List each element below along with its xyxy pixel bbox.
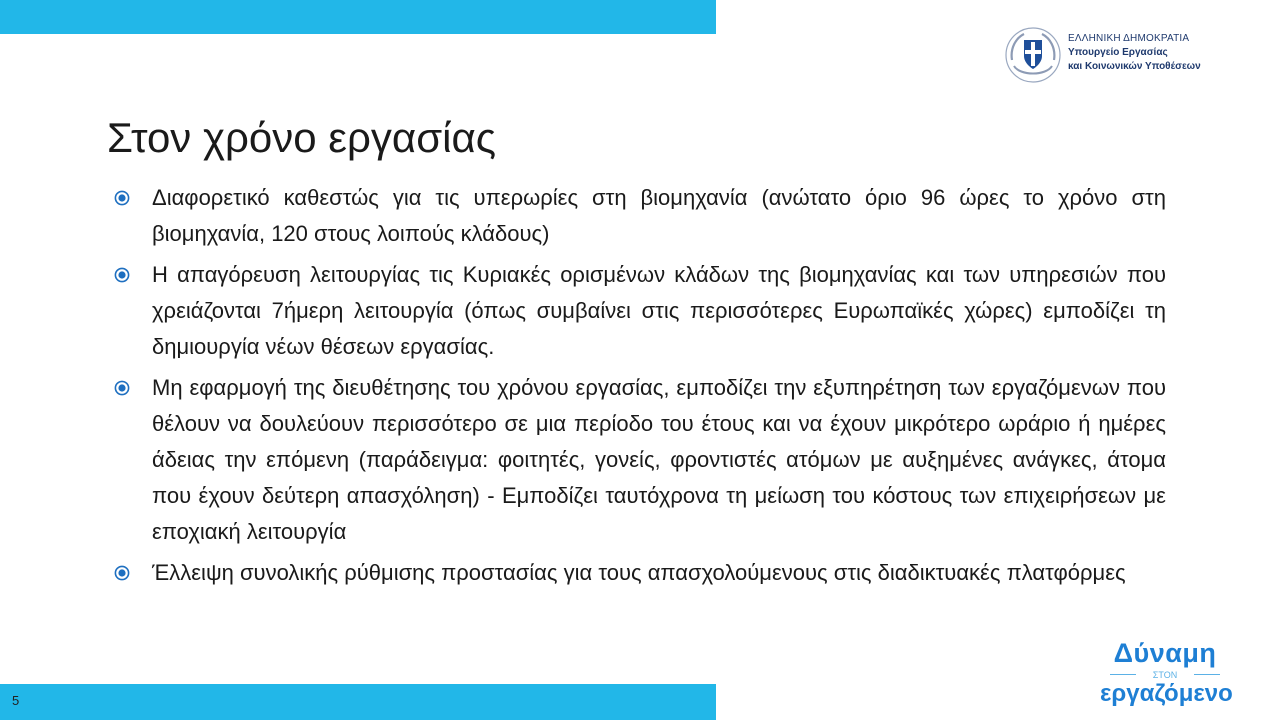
bullet-item — [110, 257, 1166, 365]
ministry-logo — [1004, 26, 1244, 84]
circle-dot-bullet-icon — [114, 267, 130, 283]
circle-dot-bullet-icon — [114, 565, 130, 581]
bullet-item — [110, 180, 1166, 252]
bottom-accent-bar — [0, 684, 716, 720]
brand-line2: ΣΤΟΝ — [1152, 670, 1178, 680]
circle-dot-bullet-icon — [114, 380, 130, 396]
bullet-item — [110, 370, 1166, 550]
ministry-name-line1: Υπουργείο Εργασίας — [1068, 47, 1168, 58]
bullet-text: Διαφορετικό καθεστώς για τις υπερωρίες στη βιομηχανία (ανώτατο όριο 96 ώρες το χρόνο στη βιομηχανία, 120 στους λοιπούς κλάδους) — [152, 185, 1166, 246]
ministry-republic-label: ΕΛΛΗΝΙΚΗ ΔΗΜΟΚΡΑΤΙΑ — [1068, 33, 1190, 44]
slide-title: Στον χρόνο εργασίας — [107, 114, 496, 161]
greek-coat-of-arms-icon — [1004, 26, 1062, 84]
bullet-list — [110, 180, 1166, 596]
bullet-text: Η απαγόρευση λειτουργίας τις Κυριακές ορισμένων κλάδων της βιομηχανίας και των υπηρεσιών που χρειάζονται 7ήμερη λειτουργία (όπως συμβαίνει στις περισσότερες Ευρωπαϊκές χώρες) εμποδίζει τη δημιουργία νέων θέσεων εργασίας. — [152, 262, 1166, 359]
bullet-text: Έλλειψη συνολικής ρύθμισης προστασίας για τους απασχολούμενους στις διαδικτυακές πλατφόρμες — [152, 560, 1126, 585]
brand-logo — [1100, 638, 1233, 712]
page-number: 5 — [12, 693, 20, 708]
brand-rule-right — [1194, 674, 1220, 675]
bullet-text: Μη εφαρμογή της διευθέτησης του χρόνου εργασίας, εμποδίζει την εξυπηρέτηση των εργαζόμενων που θέλουν να δουλεύουν περισσότερο σε μια περίοδο του έτους και να έχουν μικρότερο ωράριο ή ημέρες άδειας την επόμενη (παράδειγμα: φοιτητές, γονείς, φροντιστές ατόμων με αυξημένες ανάγκες, άτομα που έχουν δεύτερη απασχόληση) - Εμποδίζει ταυτόχρονα τη μείωση του κόστους των επιχειρήσεων με εποχιακή λειτουργία — [152, 375, 1166, 544]
brand-line3: εργαζόμενο — [1100, 680, 1233, 707]
bullet-item — [110, 555, 1166, 591]
ministry-name-line2: και Κοινωνικών Υποθέσεων — [1068, 61, 1201, 72]
circle-dot-bullet-icon — [114, 190, 130, 206]
brand-rule-left — [1110, 674, 1136, 675]
top-accent-bar — [0, 0, 716, 34]
brand-line1: Δύναμη — [1113, 638, 1217, 668]
